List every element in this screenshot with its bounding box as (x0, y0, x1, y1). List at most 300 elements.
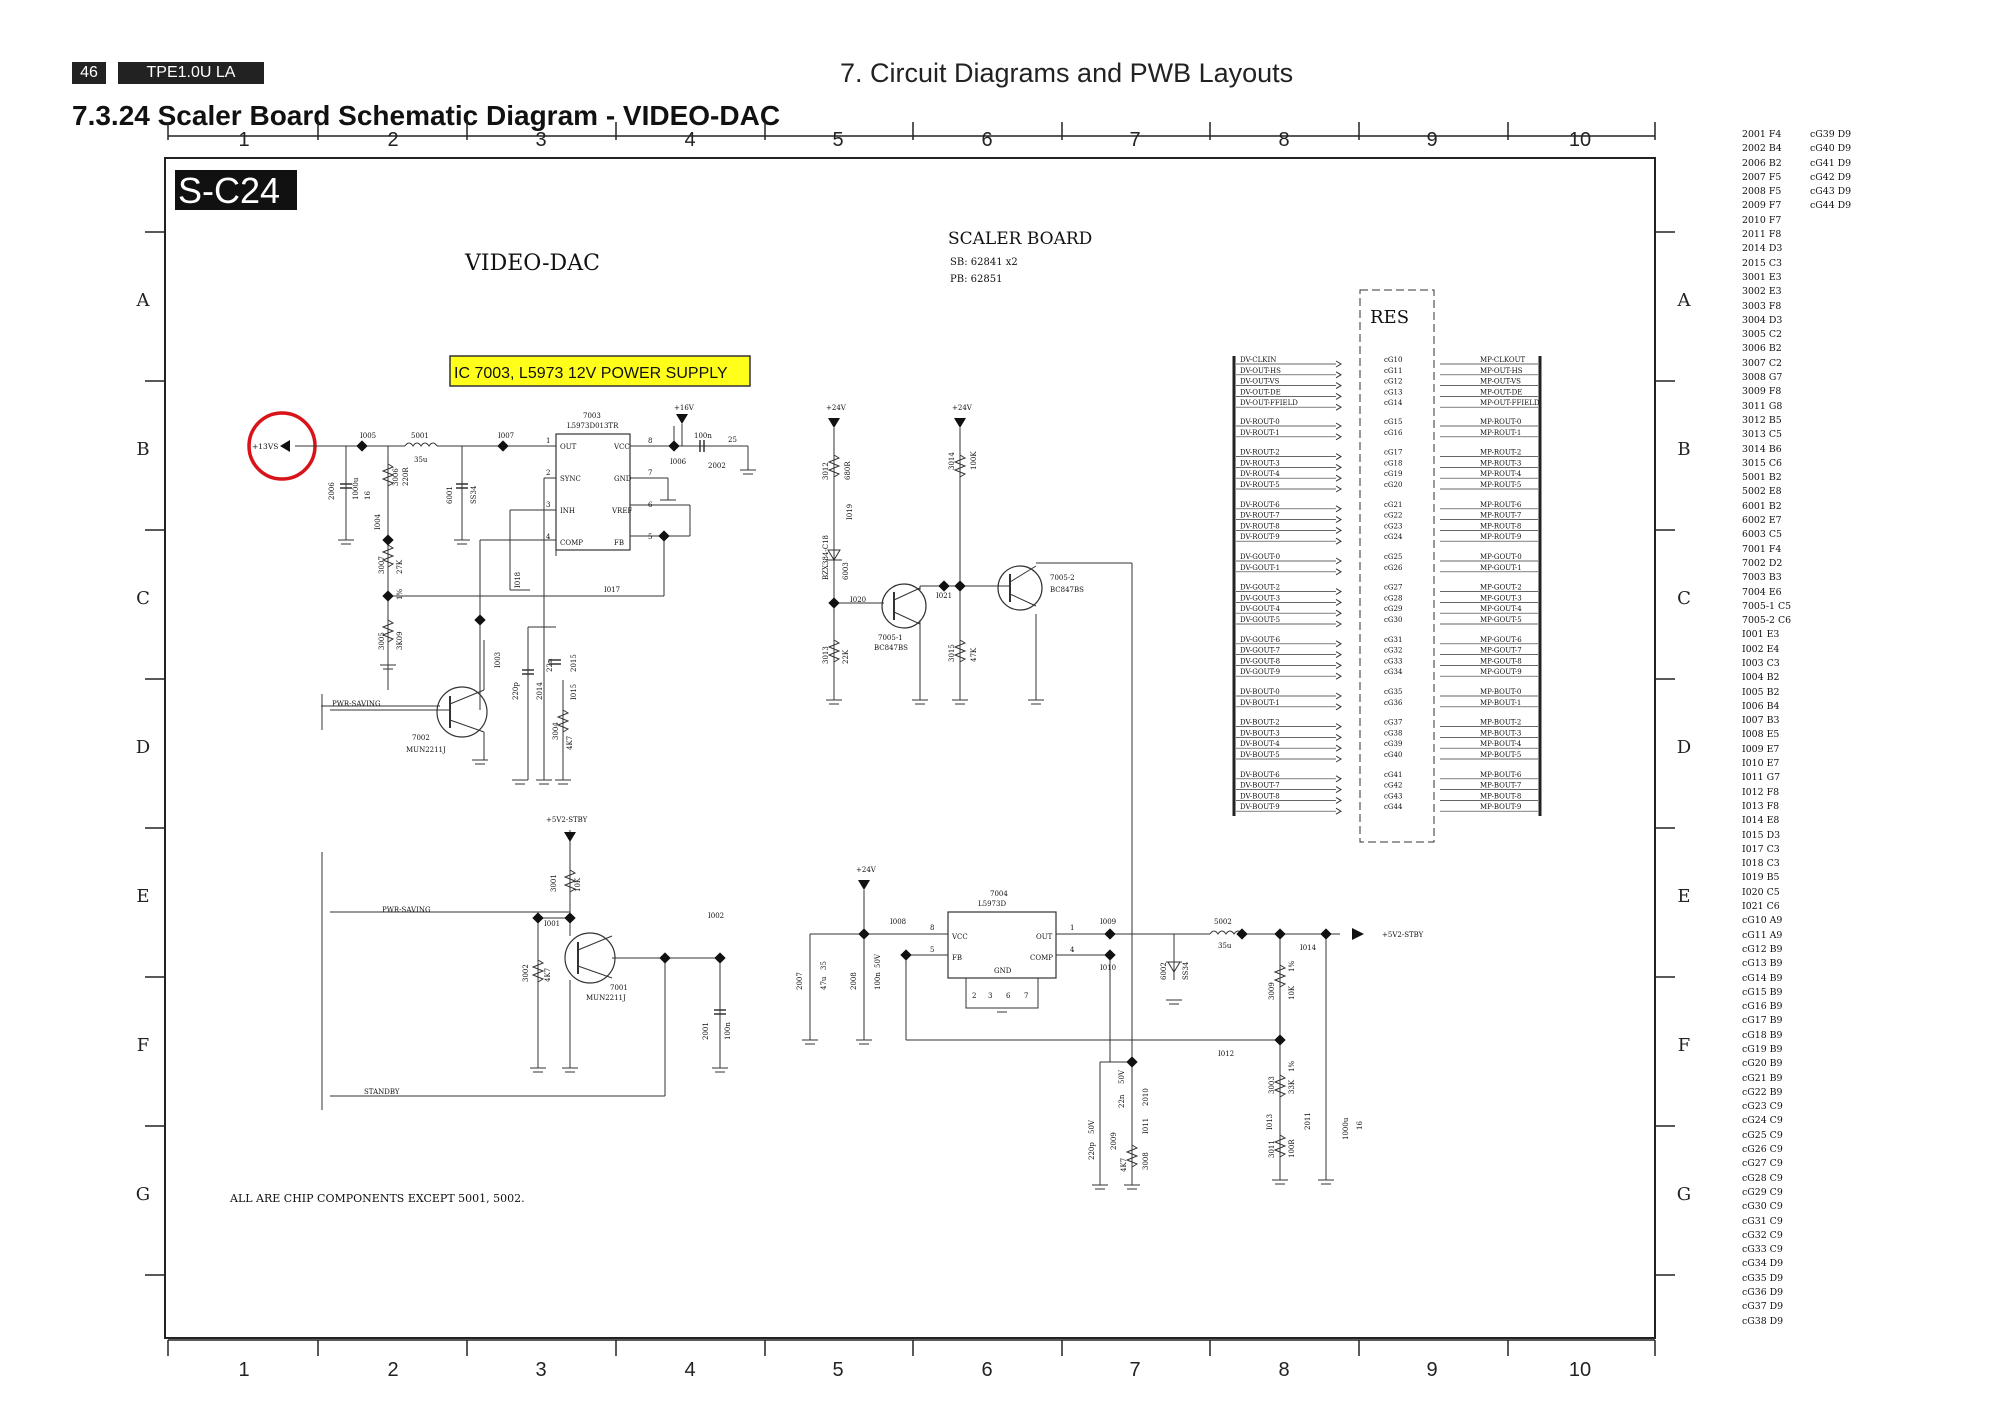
component-label-c2011: 2011 (1304, 1112, 1312, 1130)
component-label-c2010v: 22n (1118, 1094, 1126, 1108)
ic7004-pnum-3: 3 (988, 992, 993, 1000)
res-signal-out: MP-BOUT-9 (1480, 803, 1522, 812)
res-signal-in: DV-BOUT-3 (1240, 729, 1280, 738)
res-component: cG16 (1384, 428, 1403, 437)
ic7003-pnum-8: 8 (648, 437, 653, 445)
ic7003-pin-out: OUT (560, 443, 577, 451)
res-signal-out: MP-ROUT-6 (1480, 500, 1522, 509)
row-label-left: A (136, 290, 150, 311)
reference-entry: 3003 F8 (1742, 300, 1782, 312)
reference-entry: cG37 D9 (1742, 1301, 1784, 1313)
component-label-i1009: I009 (1100, 918, 1117, 926)
junction-dot (714, 952, 725, 963)
junction-dot (1274, 1034, 1285, 1045)
reference-entry: cG13 B9 (1742, 958, 1783, 970)
res-signal-in: DV-ROUT-7 (1240, 511, 1280, 520)
res-component: cG25 (1384, 553, 1403, 561)
component-labels (328, 432, 1364, 1172)
res-component: cG27 (1384, 583, 1403, 592)
reference-entry: cG10 A9 (1742, 915, 1783, 927)
ic7003-pnum-7: 7 (648, 469, 653, 477)
res-component: cG19 (1384, 470, 1403, 479)
res-signal-out: MP-ROUT-5 (1480, 481, 1522, 489)
reference-entry: I010 E7 (1742, 758, 1780, 770)
row-label-left: F (136, 1035, 150, 1056)
res-component: cG10 (1384, 356, 1403, 364)
component-label-c2009v: 220p (1088, 1142, 1096, 1160)
reference-entry: cG42 D9 (1810, 171, 1852, 183)
component-label-c2007r: 35 (820, 961, 828, 970)
res-signal-out: MP-GOUT-5 (1480, 616, 1522, 624)
res-bus-row (1236, 553, 1538, 564)
res-bus-row (1236, 378, 1538, 389)
ic7003-part: L5973D013TR (567, 422, 619, 430)
reference-entry: 7004 E6 (1742, 586, 1782, 598)
reference-entry: I009 E7 (1742, 743, 1780, 755)
res-component: cG17 (1384, 448, 1403, 457)
board-title: SCALER BOARD (948, 229, 1093, 249)
reference-entry: 3005 C2 (1742, 329, 1782, 341)
net-arrow-icon (280, 440, 290, 452)
res-bus-row (1236, 740, 1538, 751)
component-label-r3015: 3015 (948, 644, 956, 662)
reference-entry: 3002 E3 (1742, 286, 1782, 298)
res-bus-row (1236, 481, 1538, 492)
component-label-c2008r: 50V (874, 954, 882, 968)
junction-dot (659, 952, 670, 963)
ic7004-pnum-2: 2 (972, 992, 977, 1000)
reference-entry: cG36 D9 (1742, 1287, 1784, 1299)
ic7003-ref: 7003 (583, 412, 601, 420)
row-labels (136, 290, 1692, 1205)
component-label-q7001: 7001 (610, 984, 628, 992)
page-number: 46 (72, 62, 106, 84)
res-signal-in: DV-GOUT-7 (1240, 646, 1281, 655)
reference-entry: cG30 C9 (1742, 1201, 1783, 1213)
res-bus-row (1236, 418, 1538, 429)
reference-entry: 6003 C5 (1742, 529, 1782, 541)
res-signal-out: MP-OUT-DE (1480, 388, 1523, 397)
res-component: cG12 (1384, 377, 1403, 386)
row-label-right: C (1677, 588, 1691, 609)
reference-entry: cG40 D9 (1810, 143, 1852, 155)
reference-entry: I001 E3 (1742, 629, 1780, 641)
res-signal-out: MP-ROUT-0 (1480, 418, 1522, 426)
component-label-r3004: 3004 (552, 722, 560, 740)
component-label-c2009: 2009 (1110, 1132, 1118, 1150)
junction-dot (668, 440, 679, 451)
res-component: cG20 (1384, 481, 1403, 489)
reference-entry: cG33 C9 (1742, 1244, 1783, 1256)
q7005a-body (882, 584, 926, 628)
row-label-right: G (1676, 1184, 1692, 1205)
junction-dot (382, 534, 393, 545)
res-bus-row (1236, 657, 1538, 668)
reference-entry: cG43 D9 (1810, 186, 1852, 198)
net-standby: STANDBY (364, 1088, 400, 1096)
res-signal-in: DV-BOUT-0 (1240, 688, 1280, 696)
res-signal-in: DV-ROUT-3 (1240, 459, 1280, 468)
res-bus-row (1236, 501, 1538, 512)
res-component: cG41 (1384, 770, 1403, 779)
reference-entry: cG16 B9 (1742, 1001, 1783, 1013)
net-pwr-saving-2: PWR-SAVING (382, 906, 431, 914)
net-24v-a-arrow-icon (828, 418, 840, 428)
component-label-r3001: 3001 (550, 874, 558, 892)
res-signal-out: MP-BOUT-1 (1480, 698, 1522, 707)
res-signal-out: MP-GOUT-0 (1480, 553, 1522, 561)
reference-entry: I019 B5 (1742, 872, 1780, 884)
res-signal-out: MP-GOUT-1 (1480, 563, 1522, 572)
ic7003-pin-vref: VREF (612, 507, 633, 515)
res-signal-in: DV-BOUT-5 (1240, 751, 1280, 759)
res-component: cG22 (1384, 511, 1403, 520)
res-signal-in: DV-ROUT-4 (1240, 470, 1280, 479)
column-label-bottom: 10 (1568, 1359, 1592, 1381)
junction-dot (497, 440, 508, 451)
junction-dot (1236, 928, 1247, 939)
res-signal-in: DV-ROUT-6 (1240, 500, 1280, 509)
component-label-q7002p: MUN2211J (406, 746, 446, 754)
res-bus-row (1236, 399, 1540, 410)
junction-dot (900, 949, 911, 960)
res-component: cG38 (1384, 729, 1403, 738)
net-16v-arrow-icon (676, 414, 688, 424)
res-bus-row (1236, 449, 1538, 460)
res-signal-out: MP-GOUT-8 (1480, 657, 1522, 666)
component-label-d6003: 6003 (842, 562, 850, 580)
reference-entry: cG34 D9 (1742, 1258, 1784, 1270)
component-label-r3005v: 3K09 (396, 631, 404, 650)
reference-entry: 6002 E7 (1742, 515, 1782, 527)
column-label-top: 6 (981, 129, 993, 151)
res-bus-row (1236, 636, 1538, 647)
ic7003-pnum-3: 3 (546, 501, 551, 509)
component-label-r3002v: 4K7 (544, 967, 552, 982)
component-label-r3006: 3006 (392, 468, 400, 486)
res-signal-in: DV-BOUT-7 (1240, 781, 1280, 790)
component-label-r3003v: 33K (1288, 1079, 1296, 1094)
res-signal-in: DV-ROUT-1 (1240, 428, 1280, 437)
res-signal-in: DV-OUT-DE (1240, 388, 1281, 397)
component-label-r3008v: 4K7 (1120, 1157, 1128, 1172)
component-label-i1008: I008 (890, 918, 907, 926)
component-label-l5002v: 35u (1218, 942, 1232, 950)
column-label-top: 7 (1129, 129, 1141, 151)
reference-entry: cG12 B9 (1742, 943, 1783, 955)
component-label-i1006: I006 (670, 458, 687, 466)
junction-dot (828, 597, 839, 608)
column-label-bottom: 1 (238, 1359, 250, 1381)
board-sb: SB: 62841 x2 (950, 257, 1018, 268)
q7002-body (437, 687, 487, 737)
res-component: cG39 (1384, 740, 1403, 749)
reference-entry: 3006 B2 (1742, 343, 1782, 355)
component-label-c1000u: 1000u (352, 477, 360, 500)
reference-entry: cG20 B9 (1742, 1058, 1783, 1070)
row-ticks (145, 232, 1675, 1275)
junction-dot (1274, 928, 1285, 939)
reference-list-col2 (1810, 128, 1851, 214)
reference-entry: cG24 C9 (1742, 1115, 1783, 1127)
reference-entry: I013 F8 (1742, 800, 1780, 812)
reference-entry: I017 C3 (1742, 843, 1780, 855)
res-label: RES (1370, 307, 1410, 328)
component-label-r3011: 3011 (1268, 1140, 1276, 1158)
reference-entry: I003 C3 (1742, 657, 1780, 669)
res-bus-row (1236, 699, 1538, 710)
reference-entry: 3001 E3 (1742, 271, 1782, 283)
res-signal-in: DV-GOUT-5 (1240, 616, 1281, 624)
res-signal-out: MP-ROUT-1 (1480, 428, 1522, 437)
res-signal-in: DV-ROUT-0 (1240, 418, 1280, 426)
column-label-top: 2 (387, 129, 399, 151)
res-signal-out: MP-GOUT-3 (1480, 594, 1522, 603)
reference-entry: 3012 B5 (1742, 414, 1782, 426)
res-signal-out: MP-BOUT-3 (1480, 729, 1522, 738)
reference-entry: 2011 F8 (1742, 229, 1782, 241)
reference-entry: I005 B2 (1742, 686, 1780, 698)
reference-entry: cG18 B9 (1742, 1029, 1783, 1041)
res-bus-row (1236, 367, 1538, 378)
column-label-bottom: 5 (832, 1359, 844, 1381)
res-component: cG23 (1384, 522, 1403, 531)
component-label-d6003v: BZX384-C18 (822, 535, 830, 580)
res-signal-in: DV-GOUT-3 (1240, 594, 1281, 603)
component-label-i1007: I007 (498, 432, 515, 440)
component-label-r3007: 3007 (378, 556, 386, 574)
res-signal-out: MP-GOUT-7 (1480, 646, 1522, 655)
component-label-r3009t: 1% (1288, 960, 1296, 972)
component-label-c100n: 100n (694, 432, 712, 440)
junction-dot (1126, 1056, 1137, 1067)
sheet-tag: S-C24 (178, 170, 281, 211)
ic7004-pin-out: OUT (1036, 933, 1053, 941)
component-label-r3009: 3009 (1268, 982, 1276, 1000)
reference-entry: 2001 F4 (1742, 129, 1782, 140)
power-supply-note: IC 7003, L5973 12V POWER SUPPLY (454, 365, 728, 382)
row-label-right: B (1677, 439, 1691, 460)
component-label-c2008: 2008 (850, 972, 858, 990)
net-24v-b-arrow-icon (954, 418, 966, 428)
res-signal-out: MP-ROUT-8 (1480, 522, 1522, 531)
junction-dot (858, 928, 869, 939)
res-signal-in: DV-OUT-HS (1240, 366, 1281, 375)
row-label-left: B (136, 439, 150, 460)
board-pb: PB: 62851 (950, 274, 1003, 285)
res-bus-row (1236, 751, 1538, 762)
res-bus-row (1236, 522, 1538, 533)
res-signal-out: MP-OUT-HS (1480, 366, 1523, 375)
res-component: cG15 (1384, 418, 1403, 426)
reference-entry: 3009 F8 (1742, 386, 1782, 398)
res-component: cG36 (1384, 698, 1403, 707)
reference-entry: 7001 F4 (1742, 543, 1782, 555)
ic7004-ref: 7004 (990, 890, 1008, 898)
component-label-c2001: 2001 (702, 1022, 710, 1040)
junction-dot (356, 440, 367, 451)
res-bus-row (1236, 584, 1538, 595)
res-component: cG37 (1384, 718, 1403, 727)
net-5v2-stby-out: +5V2-STBY (1382, 931, 1424, 939)
column-label-top: 5 (832, 129, 844, 151)
component-label-l5001v: 35u (414, 456, 428, 464)
row-label-right: D (1676, 737, 1692, 758)
component-label-i1019: I019 (846, 503, 854, 520)
reference-entry: cG14 B9 (1742, 972, 1783, 984)
component-label-i1011: I011 (1142, 1117, 1150, 1134)
res-signal-in: DV-BOUT-6 (1240, 770, 1280, 779)
reference-entry: I007 B3 (1742, 715, 1780, 727)
res-bus-row (1236, 668, 1538, 679)
res-signal-in: DV-GOUT-4 (1240, 605, 1281, 614)
res-bus-row (1236, 512, 1538, 523)
ic7004-pin-vcc: VCC (952, 933, 968, 941)
ic7003-pnum-6: 6 (648, 501, 653, 509)
reference-entry: I012 F8 (1742, 786, 1780, 798)
component-label-r3014: 3014 (948, 452, 956, 470)
reference-entry: 2006 B2 (1742, 157, 1782, 169)
component-label-c2006: 2006 (328, 482, 336, 500)
res-signal-in: DV-GOUT-6 (1240, 635, 1281, 644)
res-signal-in: DV-BOUT-4 (1240, 740, 1280, 749)
res-signal-in: DV-GOUT-0 (1240, 553, 1281, 561)
reference-entry: I011 G7 (1742, 772, 1781, 784)
ic7003-pin-comp: COMP (560, 539, 583, 547)
res-component: cG29 (1384, 605, 1403, 614)
component-label-c2010r: 50V (1118, 1070, 1126, 1084)
res-bus-row (1236, 605, 1538, 616)
component-label-q7005a: 7005-1 (878, 634, 903, 642)
page-title: 7.3.24 Scaler Board Schematic Diagram - VIDEO-DAC (72, 100, 781, 131)
res-signal-out: MP-ROUT-9 (1480, 533, 1522, 542)
res-bus-rows (1236, 356, 1540, 814)
component-label-d6001: 6001 (446, 486, 454, 504)
res-signal-out: MP-BOUT-0 (1480, 688, 1522, 696)
chapter-title: 7. Circuit Diagrams and PWB Layouts (840, 58, 1294, 88)
res-signal-out: MP-ROUT-4 (1480, 470, 1522, 479)
reference-entry: cG32 C9 (1742, 1229, 1783, 1241)
reference-entry: cG31 C9 (1742, 1215, 1783, 1227)
res-component: cG18 (1384, 459, 1403, 468)
component-label-c2011v: 1000u (1342, 1117, 1350, 1140)
res-bus-row (1236, 594, 1538, 605)
res-signal-in: DV-ROUT-2 (1240, 448, 1280, 457)
res-bus-row (1236, 459, 1538, 470)
res-signal-in: DV-GOUT-9 (1240, 668, 1281, 677)
component-label-c2010: 2010 (1142, 1088, 1150, 1106)
component-label-d6001v: SS34 (470, 485, 478, 504)
sheet-title: VIDEO-DAC (465, 251, 600, 276)
reference-entry: I020 C5 (1742, 886, 1780, 898)
component-label-r3015v: 47K (970, 647, 978, 662)
component-label-i1020: I020 (850, 596, 867, 604)
component-label-i1010: I010 (1100, 964, 1117, 972)
junction-dot (938, 580, 949, 591)
reference-entry: 3015 C6 (1742, 457, 1782, 469)
reference-entry: I008 E5 (1742, 729, 1780, 741)
res-bus-row (1236, 533, 1538, 544)
res-bus-row (1236, 688, 1538, 699)
res-component: cG40 (1384, 751, 1403, 759)
res-signal-in: DV-BOUT-2 (1240, 718, 1280, 727)
junction-dot (1104, 928, 1115, 939)
reference-entry: cG35 D9 (1742, 1272, 1784, 1284)
res-component: cG34 (1384, 668, 1403, 677)
ic7004-pnum-6: 6 (1006, 992, 1011, 1000)
out-arrow-icon (1352, 928, 1364, 940)
component-label-c2008v: 100n (874, 972, 882, 990)
lower-wiring (810, 890, 1340, 1185)
component-label-r3004v: 4K7 (566, 735, 574, 750)
footnote: ALL ARE CHIP COMPONENTS EXCEPT 5001, 5002. (230, 1192, 525, 1205)
reference-entry: 2010 F7 (1742, 214, 1782, 226)
res-signal-in: DV-BOUT-1 (1240, 698, 1280, 707)
reference-entry: 2014 D3 (1742, 243, 1783, 255)
net-24v-c: +24V (856, 866, 876, 874)
component-label-q7005b: 7005-2 (1050, 574, 1075, 582)
component-label-i1012: I012 (1218, 1050, 1235, 1058)
reference-entry: 5001 B2 (1742, 472, 1782, 484)
res-bus-row (1236, 616, 1538, 627)
reference-entry: 3004 D3 (1742, 314, 1783, 326)
component-label-q7005ap: BC847BS (874, 644, 908, 652)
res-bus-row (1236, 470, 1538, 481)
component-label-i1015: I015 (570, 683, 578, 700)
res-signal-in: DV-BOUT-8 (1240, 792, 1280, 801)
reference-entry: cG27 C9 (1742, 1158, 1783, 1170)
reference-entry: 3008 G7 (1742, 372, 1783, 384)
column-label-top: 4 (684, 129, 696, 151)
component-label-r3001v: 10K (574, 877, 582, 892)
res-signal-in: DV-CLKIN (1240, 356, 1277, 364)
ic7004-pnum-1: 1 (1070, 924, 1075, 932)
ic7003-body (556, 434, 633, 550)
res-component: cG11 (1384, 366, 1403, 375)
res-signal-in: DV-GOUT-1 (1240, 563, 1281, 572)
res-bus-row (1236, 729, 1538, 740)
component-label-i1021: I021 (936, 592, 953, 600)
res-signal-in: DV-ROUT-9 (1240, 533, 1280, 542)
component-label-r3014v: 100K (970, 451, 978, 470)
reference-entry: I006 B4 (1742, 700, 1780, 712)
ic7004-pin-fb: FB (952, 954, 963, 962)
res-component: cG28 (1384, 594, 1403, 603)
column-label-top: 9 (1426, 129, 1438, 151)
ic7003-pnum-1: 1 (546, 437, 551, 445)
component-label-l5001: 5001 (411, 432, 429, 440)
component-label-i1001: I001 (544, 920, 561, 928)
res-component: cG33 (1384, 657, 1403, 666)
column-label-top: 3 (535, 129, 547, 151)
ic7003-pnum-2: 2 (546, 469, 551, 477)
column-label-top: 8 (1278, 129, 1290, 151)
column-label-bottom: 3 (535, 1359, 547, 1381)
reference-entry: 2002 B4 (1742, 143, 1782, 155)
reference-entry: I021 C6 (1742, 901, 1780, 913)
component-label-c2011r: 16 (1356, 1121, 1364, 1130)
ic7003-pin-sync: SYNC (560, 475, 581, 483)
net-pwr-saving-1: PWR-SAVING (332, 700, 381, 708)
reference-entry: cG38 D9 (1742, 1315, 1784, 1327)
ic7004-part: L5973D (978, 900, 1007, 908)
component-label-c2015: 2015 (570, 654, 578, 672)
junction-dot (1104, 949, 1115, 960)
ic7003-pnum-5: 5 (648, 533, 653, 541)
reference-entry: cG23 C9 (1742, 1101, 1783, 1113)
reference-entry: 5002 E8 (1742, 486, 1782, 498)
net-16v: +16V (674, 404, 694, 412)
